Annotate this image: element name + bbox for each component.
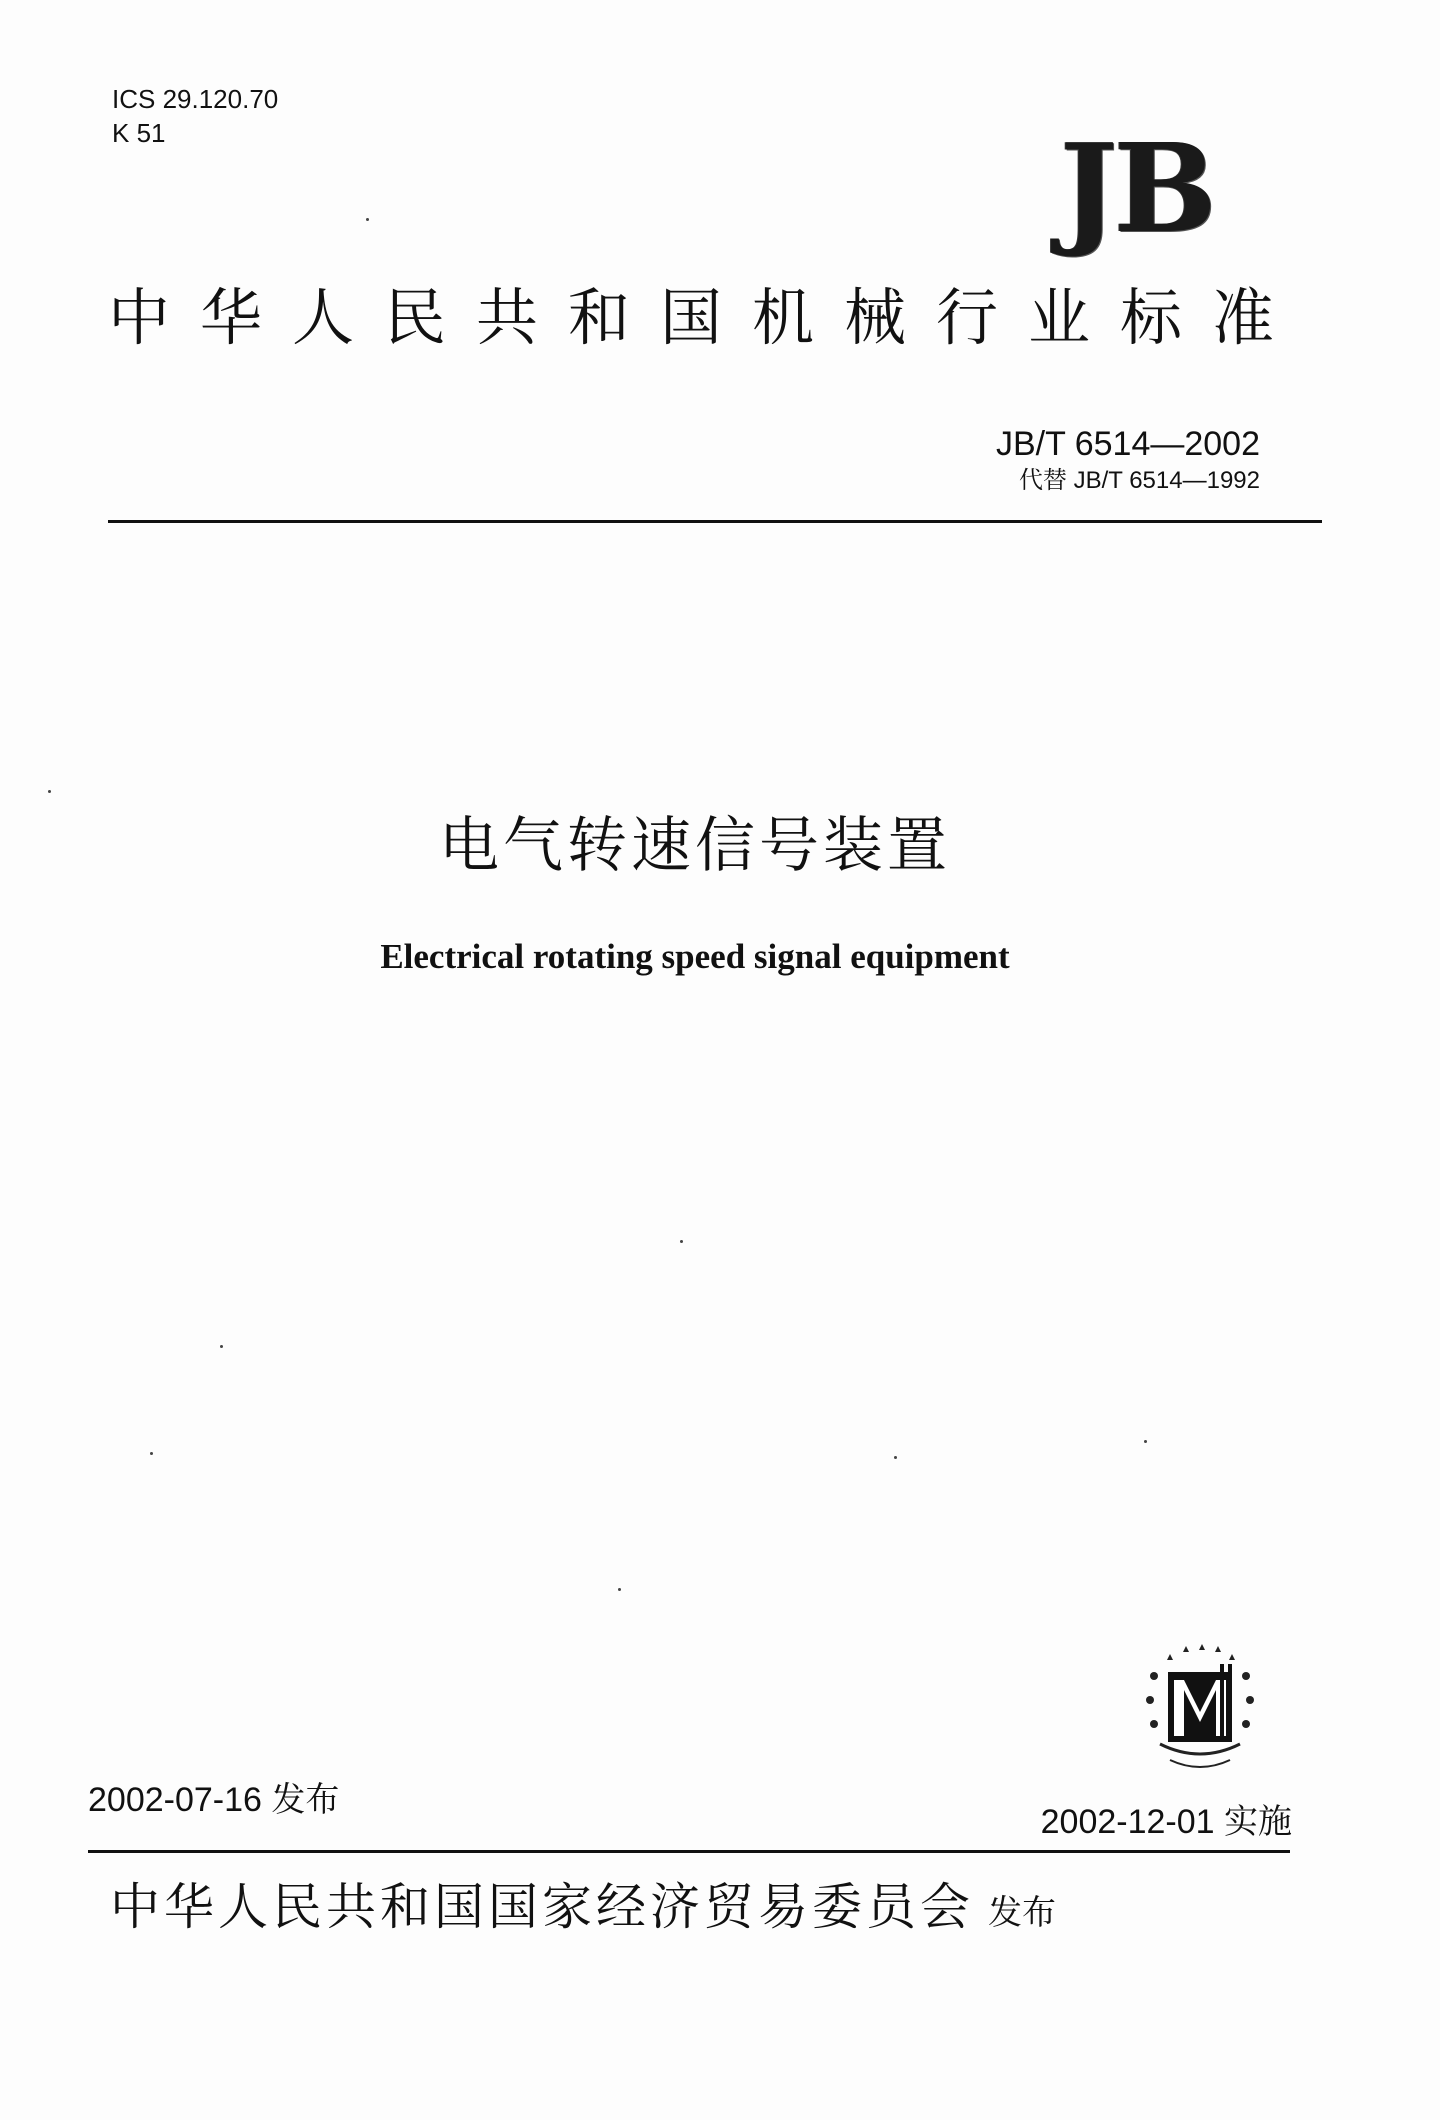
publisher-suffix: 发布 bbox=[988, 1893, 1056, 1933]
footer-divider bbox=[88, 1850, 1290, 1853]
standard-number: JB/T 6514—2002 bbox=[996, 425, 1260, 463]
publisher-emblem-icon bbox=[1140, 1640, 1260, 1780]
scan-speck bbox=[366, 218, 369, 221]
scan-speck bbox=[1144, 1440, 1147, 1443]
category-code: K 51 bbox=[112, 118, 166, 148]
jb-logo: JB bbox=[1060, 116, 1213, 260]
scan-speck bbox=[894, 1456, 897, 1459]
header-divider bbox=[108, 520, 1322, 523]
publisher-name: 中华人民共和国国家经济贸易委员会 bbox=[110, 1878, 974, 1936]
ics-code: ICS 29.120.70 bbox=[112, 84, 279, 114]
classification-codes bbox=[112, 82, 278, 150]
replaces-standard: 代替 JB/T 6514—1992 bbox=[1018, 467, 1260, 494]
standard-number-block bbox=[996, 422, 1260, 496]
issue-date: 2002-07-16 发布 bbox=[88, 1781, 340, 1819]
scan-speck bbox=[618, 1588, 621, 1591]
document-title-chinese: 电气转速信号装置 bbox=[439, 811, 951, 881]
scan-speck bbox=[680, 1240, 683, 1243]
publisher-line bbox=[110, 1872, 1056, 1948]
implementation-date: 2002-12-01 实施 bbox=[1040, 1803, 1292, 1841]
scan-speck bbox=[220, 1345, 223, 1348]
scan-speck bbox=[48, 790, 51, 793]
document-title-english: Electrical rotating speed signal equipment bbox=[380, 937, 1010, 976]
scan-speck bbox=[150, 1452, 153, 1455]
standard-title: 中华人民共和国机械行业标准 bbox=[108, 281, 1305, 354]
